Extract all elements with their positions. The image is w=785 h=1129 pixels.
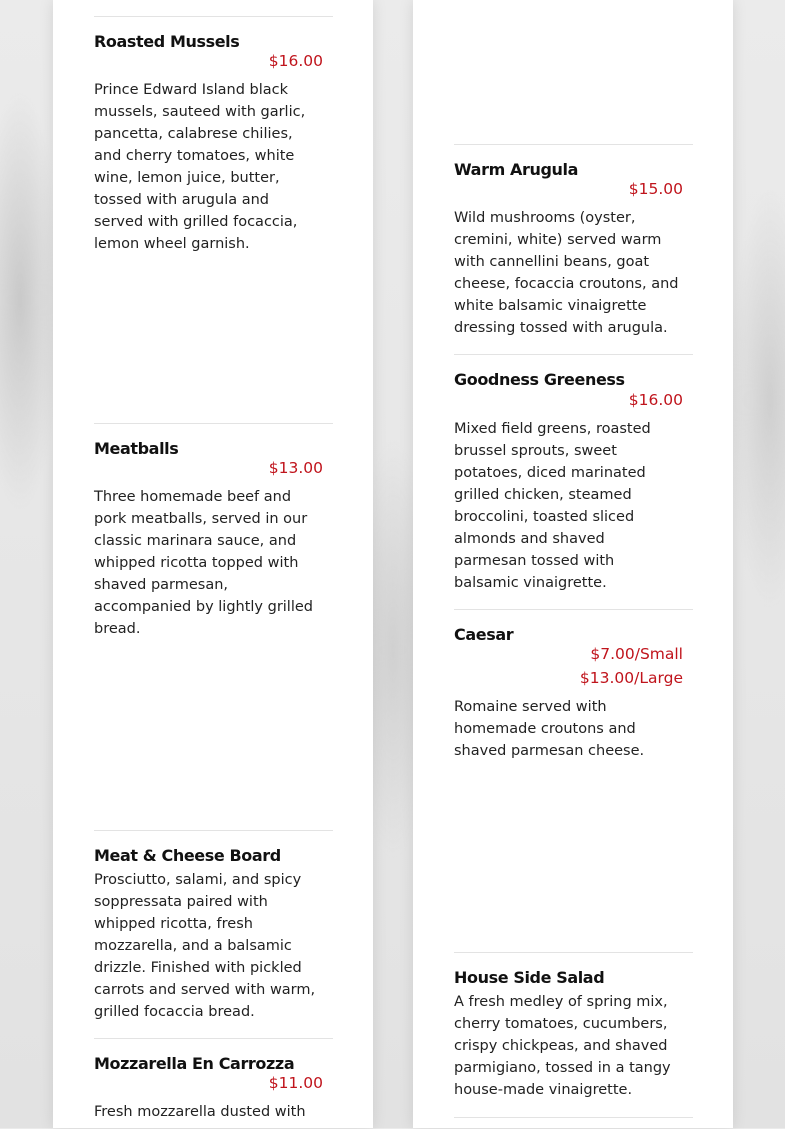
menu-item-price: $15.00 [628, 180, 683, 198]
menu-item-price: $11.00 [268, 1074, 323, 1092]
menu-column-right [413, 0, 733, 1128]
menu-item-description: Romaine served with homemade croutons and shaved parmesan cheese. [454, 699, 645, 759]
menu-item-description: A fresh medley of spring mix, cherry tomatoes, cucumbers, crispy chickpeas, and shaved parmigiano, tossed in a tangy house-made vinaigrette. [454, 994, 671, 1098]
menu-item-name: Mozzarella En Carrozza [94, 1054, 295, 1073]
menu-item-name: Meatballs [94, 439, 179, 458]
menu-item-mozzarella-en-carrozza [94, 1038, 333, 1129]
menu-item-price: $16.00 [628, 391, 683, 409]
menu-item-price: $13.00 [268, 459, 323, 477]
menu-item-description: Mixed field greens, roasted brussel sprouts, sweet potatoes, diced marinated grilled chicken, steamed broccolini, toasted sliced almonds and shaved parmesan tossed with balsamic vinaigrette. [454, 421, 651, 591]
menu-item-description: Prince Edward Island black mussels, sauteed with garlic, pancetta, calabrese chilies, and cherry tomatoes, white wine, lemon juice, butter, tossed with arugula and served with grilled focaccia, lemon wheel garnish. [94, 82, 306, 252]
menu-item-name: Goodness Greeness [454, 370, 625, 389]
menu-item-price-small: $7.00/Small [590, 645, 683, 663]
menu-item-name: House Side Salad [454, 968, 605, 987]
menu-item-meat-cheese-board [94, 830, 333, 1039]
menu-item-name: Caesar [454, 625, 514, 644]
menu-item-name: Roasted Mussels [94, 32, 240, 51]
menu-item-roasted-mussels [94, 16, 333, 424]
menu-item-caesar [454, 609, 693, 953]
menu-column-left [53, 0, 373, 1128]
menu-item-house-side-salad [454, 952, 693, 1118]
menu-item-meatballs [94, 423, 333, 831]
menu-item-name: Meat & Cheese Board [94, 846, 281, 865]
menu-item-description: Fresh mozzarella dusted with [94, 1104, 306, 1120]
menu-item-description: Three homemade beef and pork meatballs, served in our classic marinara sauce, and whipped ricotta topped with shaved parmesan, accompanied by lightly grilled bread. [94, 489, 313, 637]
menu-item-price: $16.00 [268, 52, 323, 70]
menu-item-name: Warm Arugula [454, 160, 578, 179]
menu-item-goodness-greeness [454, 354, 693, 610]
menu-item-description: Wild mushrooms (oyster, cremini, white) served warm with cannellini beans, goat cheese, focaccia croutons, and white balsamic vinaigrette dressing tossed with arugula. [454, 210, 679, 336]
menu-item-description: Prosciutto, salami, and spicy soppressata paired with whipped ricotta, fresh mozzarella, and a balsamic drizzle. Finished with pickled carrots and served with warm, grilled focaccia bread. [94, 872, 316, 1020]
menu-item-warm-arugula [454, 144, 693, 355]
menu-item-price-large: $13.00/Large [579, 669, 683, 687]
